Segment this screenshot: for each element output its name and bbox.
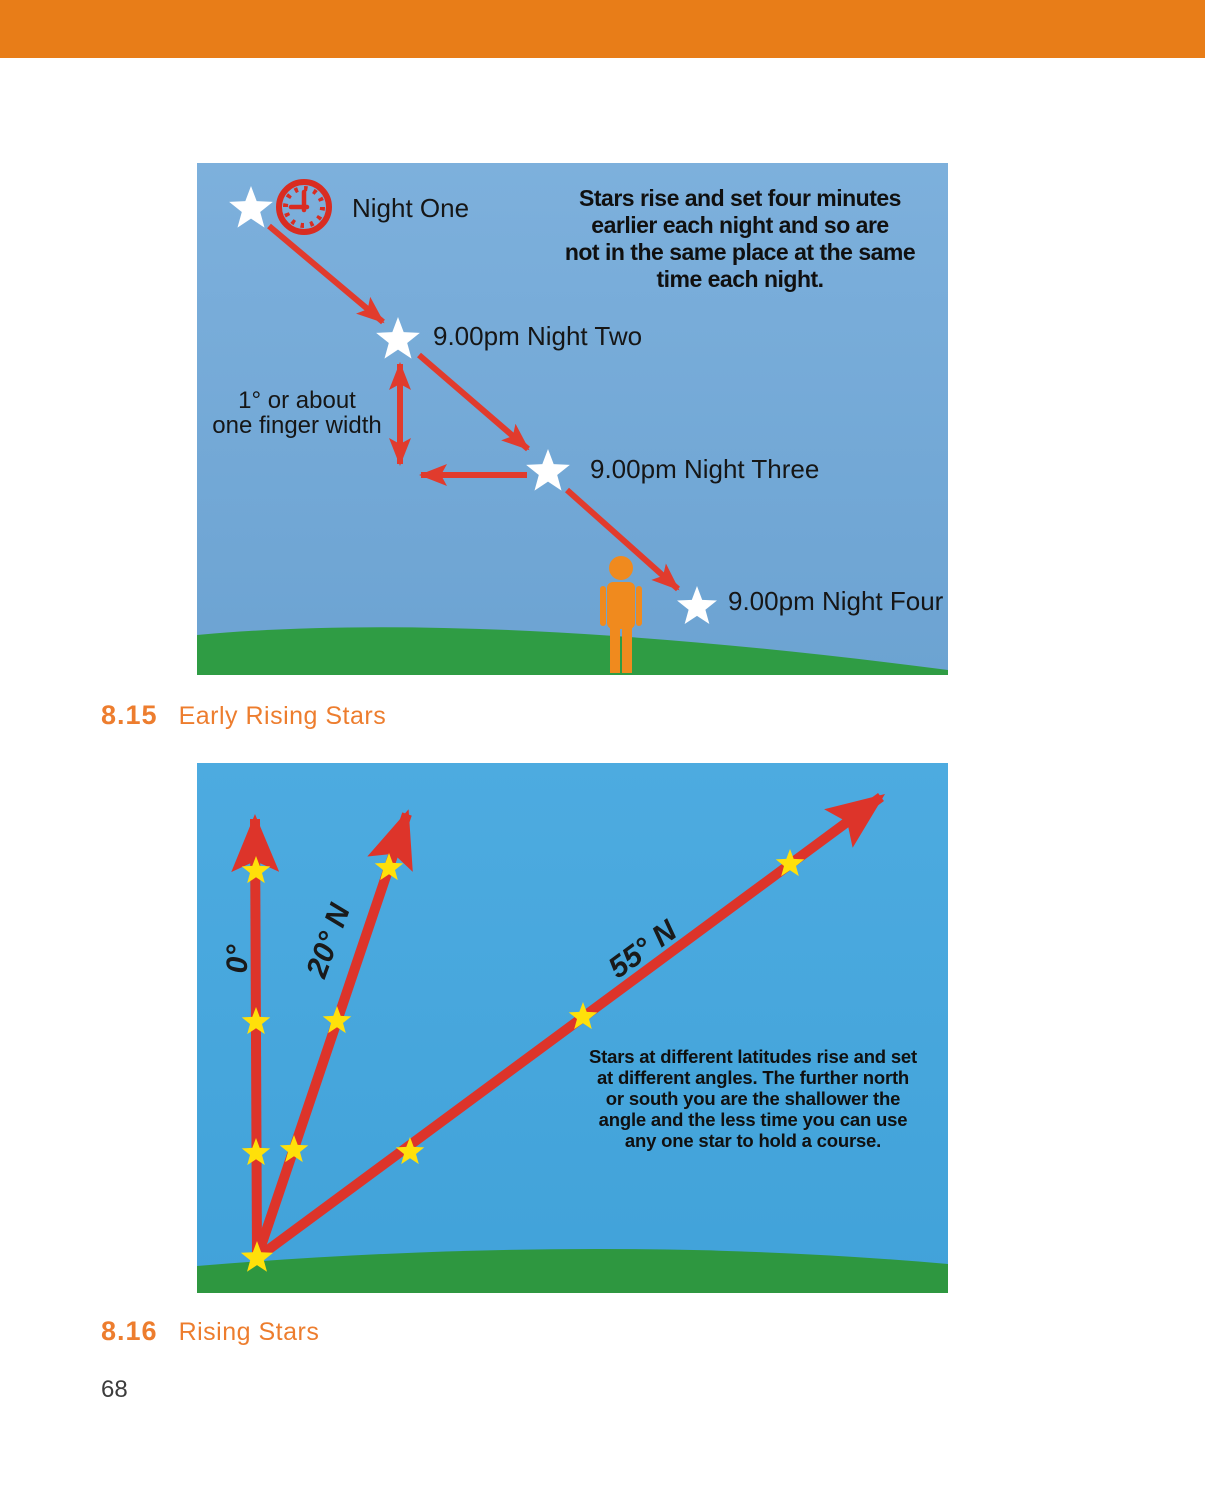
latitude-0-label: 0° (221, 944, 254, 974)
headline-line: Stars rise and set four minutes (579, 185, 901, 211)
star-night-four-icon (677, 586, 717, 624)
latitude-20n-label: 20° N (300, 899, 357, 982)
arrow-20n-icon (257, 814, 407, 1258)
star-night-two-icon (376, 317, 420, 359)
headline-line: earlier each night and so are (591, 212, 889, 238)
figure1-caption-title: Early Rising Stars (178, 702, 387, 730)
figure2-caption-number: 8.16 (101, 1316, 158, 1346)
latitude-55n-label: 55° N (602, 914, 683, 986)
figure1-caption (101, 700, 386, 731)
figure-rising-stars (197, 763, 948, 1293)
night-two-label: 9.00pm Night Two (433, 321, 643, 351)
night-one-label: Night One (352, 193, 470, 223)
arrow-0deg-icon (255, 819, 257, 1258)
star-night-one-icon (229, 186, 273, 228)
one-degree-label (197, 388, 397, 438)
figure1-caption-number: 8.15 (101, 700, 158, 730)
figure2-canvas (197, 763, 948, 1293)
page-number: 68 (101, 1376, 128, 1403)
textblock-line: Stars at different latitudes rise and set (589, 1046, 917, 1067)
figure-early-rising-stars (197, 163, 948, 675)
star-night-three-icon (526, 449, 570, 491)
one-degree-label-line1: 1° or about (238, 387, 356, 414)
night-four-label: 9.00pm Night Four (728, 586, 944, 616)
figure1-headline (530, 185, 948, 293)
headline-line: time each night. (656, 266, 824, 292)
one-degree-label-line2: one finger width (212, 412, 382, 439)
figure2-caption-title: Rising Stars (178, 1318, 320, 1346)
headline-line: not in the same place at the same (564, 239, 916, 265)
arrow-night2-to-night3-icon (419, 355, 528, 449)
textblock-line: angle and the less time you can use (598, 1109, 908, 1130)
textblock-line: at different angles. The further north (596, 1067, 910, 1088)
night-three-label: 9.00pm Night Three (590, 454, 820, 484)
clock-icon (279, 182, 329, 232)
textblock-line: or south you are the shallower the (605, 1088, 901, 1109)
textblock-line: any one star to hold a course. (624, 1130, 882, 1151)
arrow-night1-to-night2-icon (269, 226, 383, 322)
ground-hill (197, 627, 948, 675)
ground-hill (197, 1249, 948, 1293)
figure2-caption (101, 1316, 319, 1347)
page-header-band (0, 0, 1205, 58)
figure2-textblock (543, 1046, 948, 1151)
